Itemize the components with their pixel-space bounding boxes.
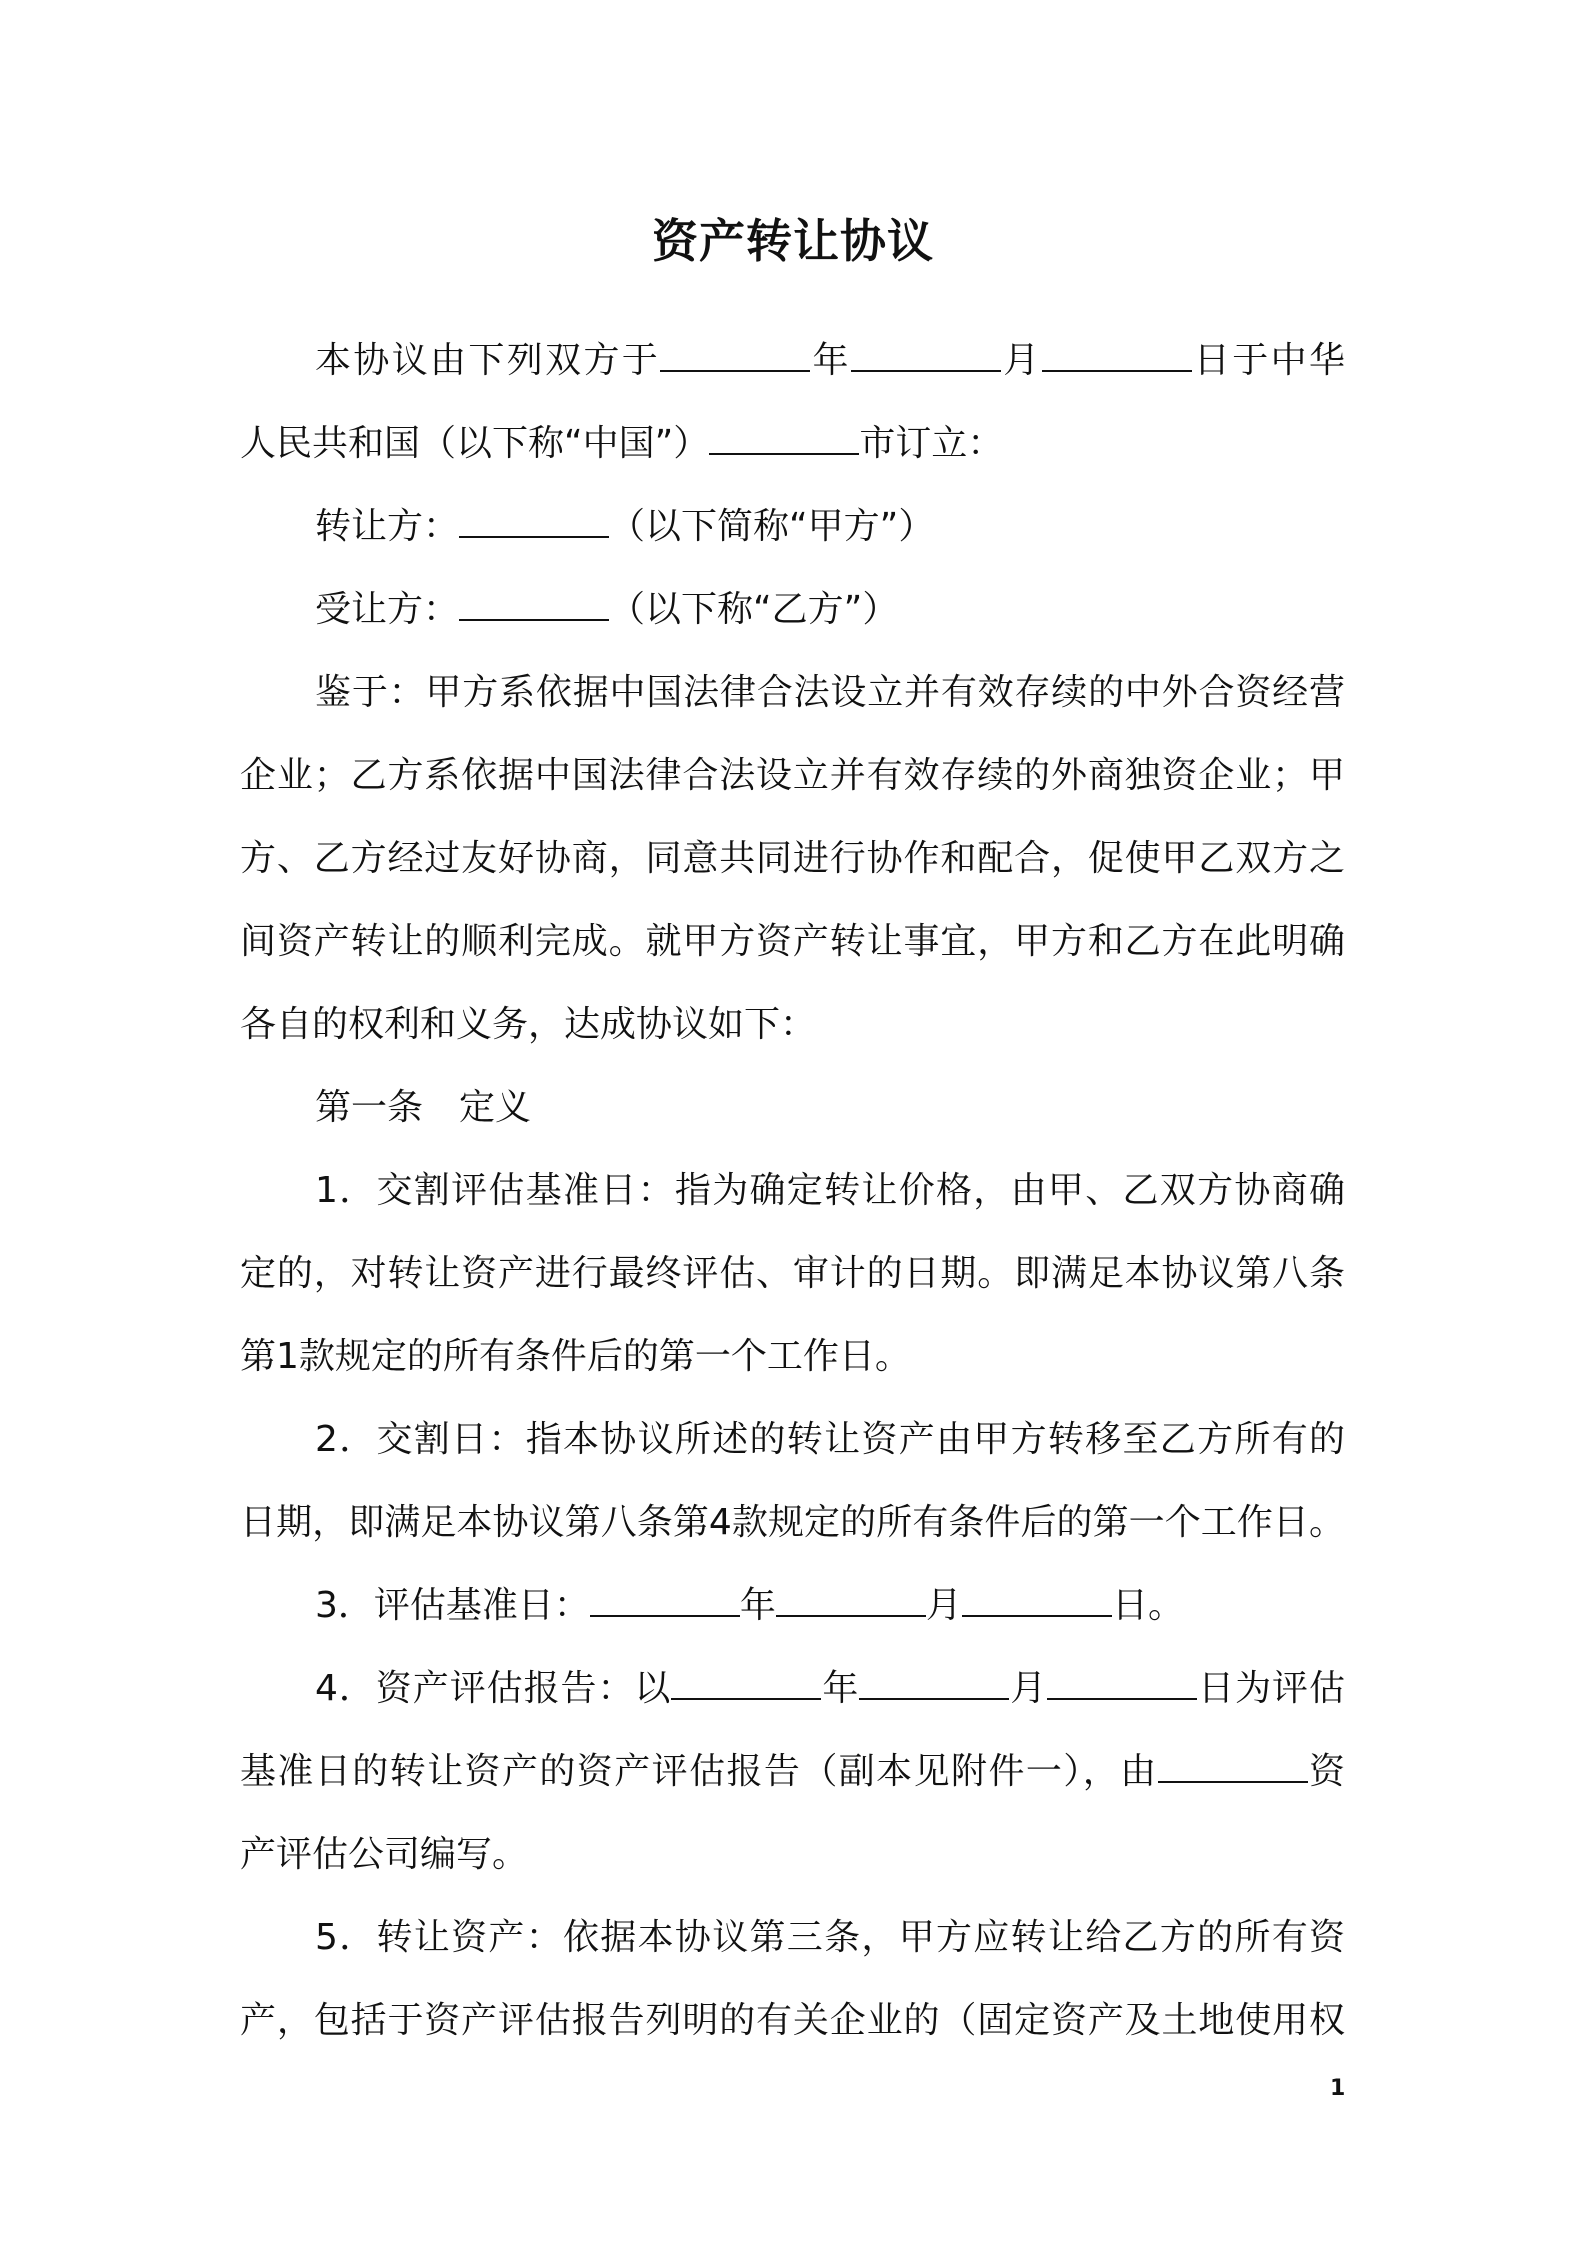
text-segment: 1．交割评估基准日：指为确定转让价格，由甲、乙双方协商确: [315, 1170, 1345, 1211]
blank-fill-in-field[interactable]: [459, 506, 609, 538]
blank-fill-in-field[interactable]: [776, 1585, 926, 1617]
text-segment: 企业；乙方系依据中国法律合法设立并有效存续的外商独资企业；甲: [240, 755, 1345, 796]
text-line: [240, 817, 1345, 900]
text-segment: 市订立：: [859, 423, 1004, 464]
text-line: [240, 1481, 1345, 1564]
text-segment: 基准日的转让资产的资产评估报告（副本见附件一），由: [240, 1751, 1158, 1792]
page-number: 1: [1330, 2076, 1346, 2101]
text-line: [240, 1149, 1345, 1232]
text-segment: 年: [821, 1668, 860, 1709]
text-segment: 2．交割日：指本协议所述的转让资产由甲方转移至乙方所有的: [315, 1419, 1345, 1460]
text-segment: 年: [739, 1585, 776, 1626]
text-segment: 转让方：: [315, 506, 460, 547]
blank-fill-in-field[interactable]: [660, 340, 810, 372]
text-segment: 本协议由下列双方于: [315, 340, 661, 381]
text-segment: 月: [1000, 340, 1042, 381]
text-segment: 资: [1307, 1751, 1345, 1792]
text-segment: 日为评估: [1197, 1668, 1345, 1709]
text-line: [240, 485, 1345, 568]
text-segment: 4．资产评估报告：以: [315, 1668, 672, 1709]
text-line: [240, 568, 1345, 651]
blank-fill-in-field[interactable]: [459, 589, 609, 621]
text-segment: 第一条 定义: [315, 1087, 532, 1128]
text-segment: 第1款规定的所有条件后的第一个工作日。: [240, 1336, 911, 1377]
text-line: [240, 1398, 1345, 1481]
text-segment: 鉴于：甲方系依据中国法律合法设立并有效存续的中外合资经营: [315, 672, 1345, 713]
blank-fill-in-field[interactable]: [859, 1668, 1009, 1700]
text-line: [240, 983, 1345, 1066]
text-segment: 5．转让资产：依据本协议第三条，甲方应转让给乙方的所有资: [315, 1917, 1345, 1958]
text-segment: 受让方：: [315, 589, 460, 630]
text-segment: （以下简称“甲方”）: [609, 506, 935, 547]
text-line: [240, 1066, 1345, 1149]
blank-fill-in-field[interactable]: [1042, 340, 1192, 372]
text-line: [240, 1647, 1345, 1730]
text-segment: 月: [1009, 1668, 1048, 1709]
text-line: [240, 1730, 1345, 1813]
blank-fill-in-field[interactable]: [671, 1668, 821, 1700]
text-line: [240, 900, 1345, 983]
text-line: [240, 651, 1345, 734]
text-line: [240, 1315, 1345, 1398]
blank-fill-in-field[interactable]: [962, 1585, 1112, 1617]
blank-fill-in-field[interactable]: [1158, 1751, 1308, 1783]
blank-fill-in-field[interactable]: [1047, 1668, 1197, 1700]
text-segment: 年: [810, 340, 851, 381]
text-line: [240, 402, 1345, 485]
text-segment: 定的，对转让资产进行最终评估、审计的日期。即满足本协议第八条: [240, 1253, 1345, 1294]
text-line: [240, 1813, 1345, 1896]
text-segment: 方、乙方经过友好协商，同意共同进行协作和配合，促使甲乙双方之: [240, 838, 1345, 879]
text-segment: 3．评估基准日：: [315, 1585, 590, 1626]
text-line: [240, 1232, 1345, 1315]
text-segment: 月: [925, 1585, 962, 1626]
text-line: [240, 1979, 1345, 2062]
blank-fill-in-field[interactable]: [590, 1585, 740, 1617]
text-line: [240, 1564, 1345, 1647]
text-segment: （以下称“乙方”）: [609, 589, 899, 630]
text-segment: 间资产转让的顺利完成。就甲方资产转让事宜，甲方和乙方在此明确: [240, 921, 1345, 962]
text-segment: 日于中华: [1191, 340, 1345, 381]
text-segment: 各自的权利和义务，达成协议如下：: [240, 1004, 817, 1045]
document-title: 资产转让协议: [652, 214, 934, 268]
text-segment: 日期，即满足本协议第八条第4款规定的所有条件后的第一个工作日。: [240, 1502, 1345, 1543]
blank-fill-in-field[interactable]: [851, 340, 1001, 372]
blank-fill-in-field[interactable]: [709, 423, 859, 455]
text-segment: 产评估公司编写。: [240, 1834, 529, 1875]
text-line: [240, 319, 1345, 402]
text-line: [240, 1896, 1345, 1979]
document-body: [240, 319, 1345, 2062]
text-segment: 日。: [1111, 1585, 1184, 1626]
text-segment: 人民共和国（以下称“中国”）: [240, 423, 710, 464]
text-line: [240, 734, 1345, 817]
text-segment: 产，包括于资产评估报告列明的有关企业的（固定资产及土地使用权: [240, 2000, 1345, 2041]
